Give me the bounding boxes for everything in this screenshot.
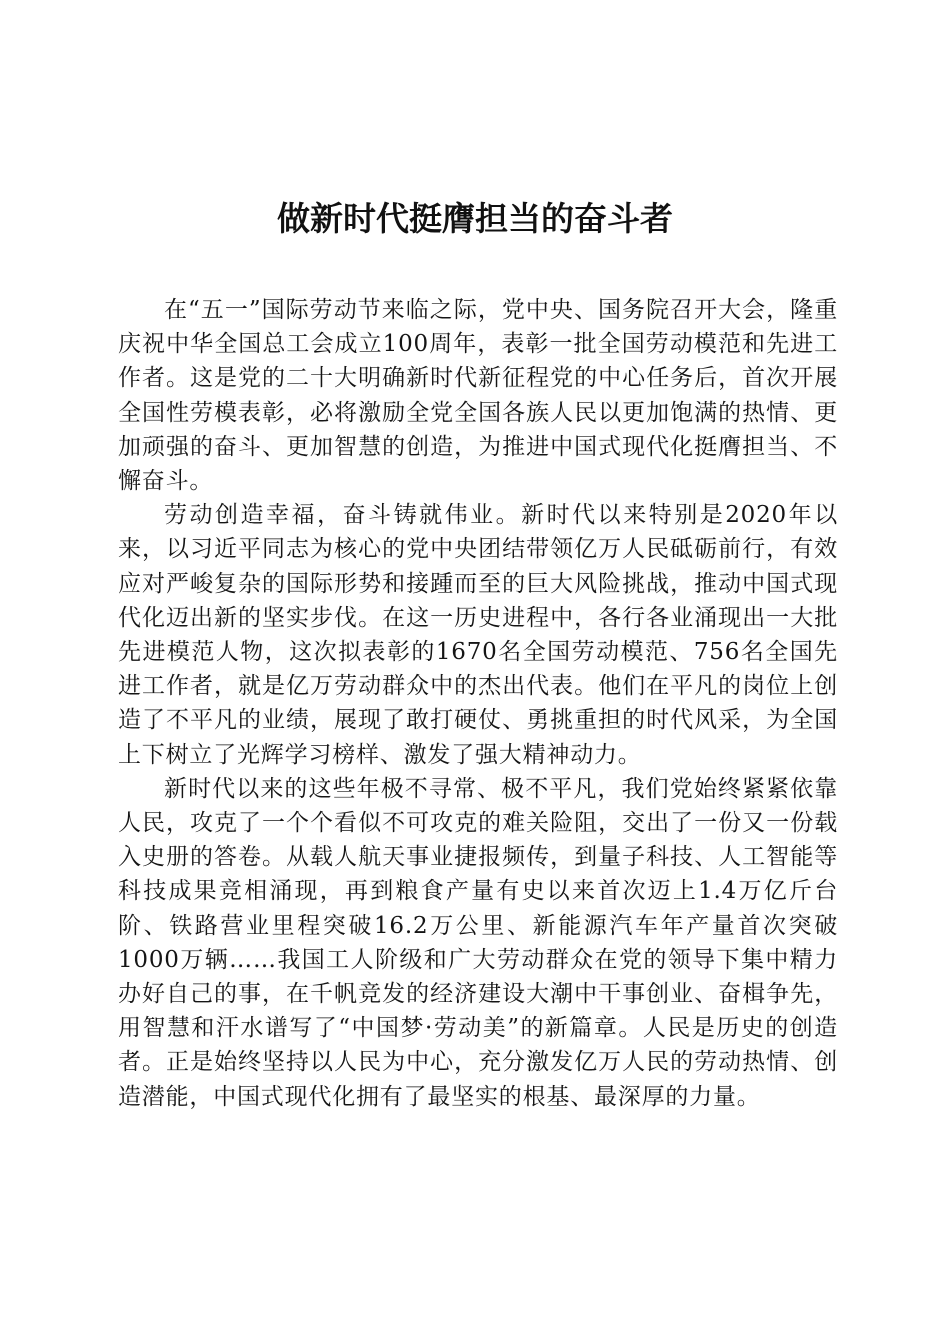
article-body — [118, 293, 838, 1114]
paragraph-1: 在“五一”国际劳动节来临之际，党中央、国务院召开大会，隆重庆祝中华全国总工会成立100周年，表彰一批全国劳动模范和先进工作者。这是党的二十大明确新时代新征程党的中心任务后，首次开展全国性劳模表彰，必将激励全党全国各族人民以更加饱满的热情、更加顽强的奋斗、更加智慧的创造，为推进中国式现代化挺膺担当、不懈奋斗。 — [118, 297, 838, 495]
paragraph-3: 新时代以来的这些年极不寻常、极不平凡，我们党始终紧紧依靠人民，攻克了一个个看似不可攻克的难关险阻，交出了一份又一份载入史册的答卷。从载人航天事业捷报频传，到量子科技、人工智能等科技成果竞相涌现，再到粮食产量有史以来首次迈上1.4万亿斤台阶、铁路营业里程突破16.2万公里、新能源汽车年产量首次突破1000万辆……我国工人阶级和广大劳动群众在党的领导下集中精力办好自己的事，在千帆竞发的经济建设大潮中干事创业、奋楫争先，用智慧和汗水谱写了“中国梦·劳动美”的新篇章。人民是历史的创造者。正是始终坚持以人民为中心，充分激发亿万人民的劳动热情、创造潜能，中国式现代化拥有了最坚实的根基、最深厚的力量。 — [118, 775, 838, 1110]
article-title: 做新时代挺膺担当的奋斗者 — [277, 199, 673, 238]
paragraph-2: 劳动创造幸福，奋斗铸就伟业。新时代以来特别是2020年以来，以习近平同志为核心的党中央团结带领亿万人民砥砺前行，有效应对严峻复杂的国际形势和接踵而至的巨大风险挑战，推动中国式现代化迈出新的坚实步伐。在这一历史进程中，各行各业涌现出一大批先进模范人物，这次拟表彰的1670名全国劳动模范、756名全国先进工作者，就是亿万劳动群众中的杰出代表。他们在平凡的岗位上创造了不平凡的业绩，展现了敢打硬仗、勇挑重担的时代风采，为全国上下树立了光辉学习榜样、激发了强大精神动力。 — [118, 502, 838, 768]
